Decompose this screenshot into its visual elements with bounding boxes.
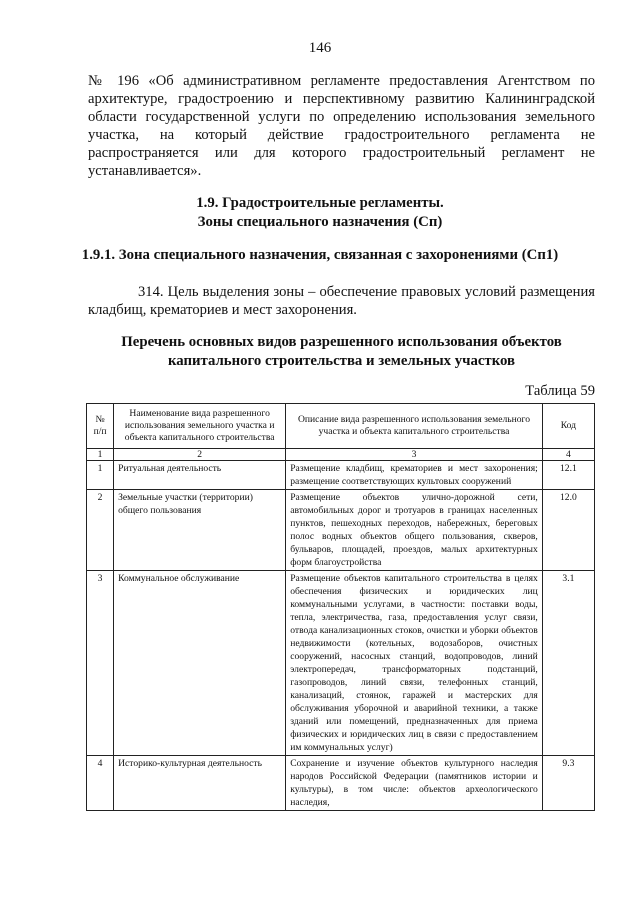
row-description: Сохранение и изучение объектов культурного наследия народов Российской Федерации (памятников истории и культуры), в том числе: объектов археологического наследия,	[286, 756, 543, 811]
index-cell: 4	[542, 449, 594, 461]
section-heading-line1: 1.9. Градостроительные регламенты.	[196, 195, 444, 211]
header-num: № п/п	[87, 404, 114, 449]
section-heading	[0, 194, 640, 232]
table-row	[87, 571, 595, 756]
row-description: Размещение объектов капитального строительства в целях обеспечения физических и юридических лиц коммунальными услугами, в частности: поставки воды, тепла, электричества, газа, предоставления услуг связи, отвода канализационных стоков, очистки и уборки объектов недвижимости (котельных, водозаборов, очистных сооружений, насосных станций, водопроводов, линий электропередач, трансформаторных подстанций, газопроводов, линий связи, телефонных станций, канализаций, стоянок, гаражей и мастерских для обслуживания уборочной и аварийной техники, а также зданий или помещений, предназначенных для приема физических и юридических лиц в связи с предоставлением им коммунальных услуг)	[286, 571, 543, 756]
row-num: 1	[87, 461, 114, 490]
row-code: 12.1	[542, 461, 594, 490]
table-caption: Таблица 59	[525, 383, 595, 399]
row-description: Размещение кладбищ, крематориев и мест захоронения; размещение соответствующих культовых сооружений	[286, 461, 543, 490]
header-name: Наименование вида разрешенного использования земельного участка и объекта капитального строительства	[114, 404, 286, 449]
header-description: Описание вида разрешенного использования земельного участка и объекта капитального строительства	[286, 404, 543, 449]
section-heading-line2: Зоны специального назначения (Сп)	[197, 214, 443, 230]
header-code: Код	[542, 404, 594, 449]
list-title-line2: капитального строительства и земельных участков	[167, 353, 516, 369]
land-use-table	[86, 403, 595, 811]
row-code: 9.3	[542, 756, 594, 811]
row-name: Ритуальная деятельность	[114, 461, 286, 490]
subsection-heading: 1.9.1. Зона специального назначения, связанная с захоронениями (Сп1)	[81, 247, 559, 263]
table-row	[87, 461, 595, 490]
intro-paragraph: № 196 «Об административном регламенте предоставления Агентством по архитектуре, градостроению и перспективному развитию Калининградской области государственной услуги по определению использования земельного участка, на который действие градостроительного регламента не распространяется или для которого градостроительный регламент не устанавливается».	[88, 73, 595, 179]
row-code: 3.1	[542, 571, 594, 756]
table-row	[87, 756, 595, 811]
row-num: 4	[87, 756, 114, 811]
table-row	[87, 490, 595, 571]
row-name: Историко-культурная деятельность	[114, 756, 286, 811]
index-cell: 3	[286, 449, 543, 461]
table-header-row	[87, 404, 595, 449]
row-num: 3	[87, 571, 114, 756]
table-index-row	[87, 449, 595, 461]
row-num: 2	[87, 490, 114, 571]
list-title-line1: Перечень основных видов разрешенного использования объектов	[121, 334, 562, 350]
row-description: Размещение объектов улично-дорожной сети, автомобильных дорог и тротуаров в границах населенных пунктов, пешеходных переходов, набережных, береговых полос водных объектов общего пользования, скверов, бульваров, площадей, проездов, малых архитектурных форм благоустройства	[286, 490, 543, 571]
row-name: Земельные участки (территории) общего пользования	[114, 490, 286, 571]
list-title	[88, 333, 595, 371]
index-cell: 1	[87, 449, 114, 461]
paragraph-314: 314. Цель выделения зоны – обеспечение правовых условий размещения кладбищ, крематориев и мест захоронения.	[88, 284, 595, 318]
index-cell: 2	[114, 449, 286, 461]
row-code: 12.0	[542, 490, 594, 571]
row-name: Коммунальное обслуживание	[114, 571, 286, 756]
page-number: 146	[308, 40, 332, 56]
